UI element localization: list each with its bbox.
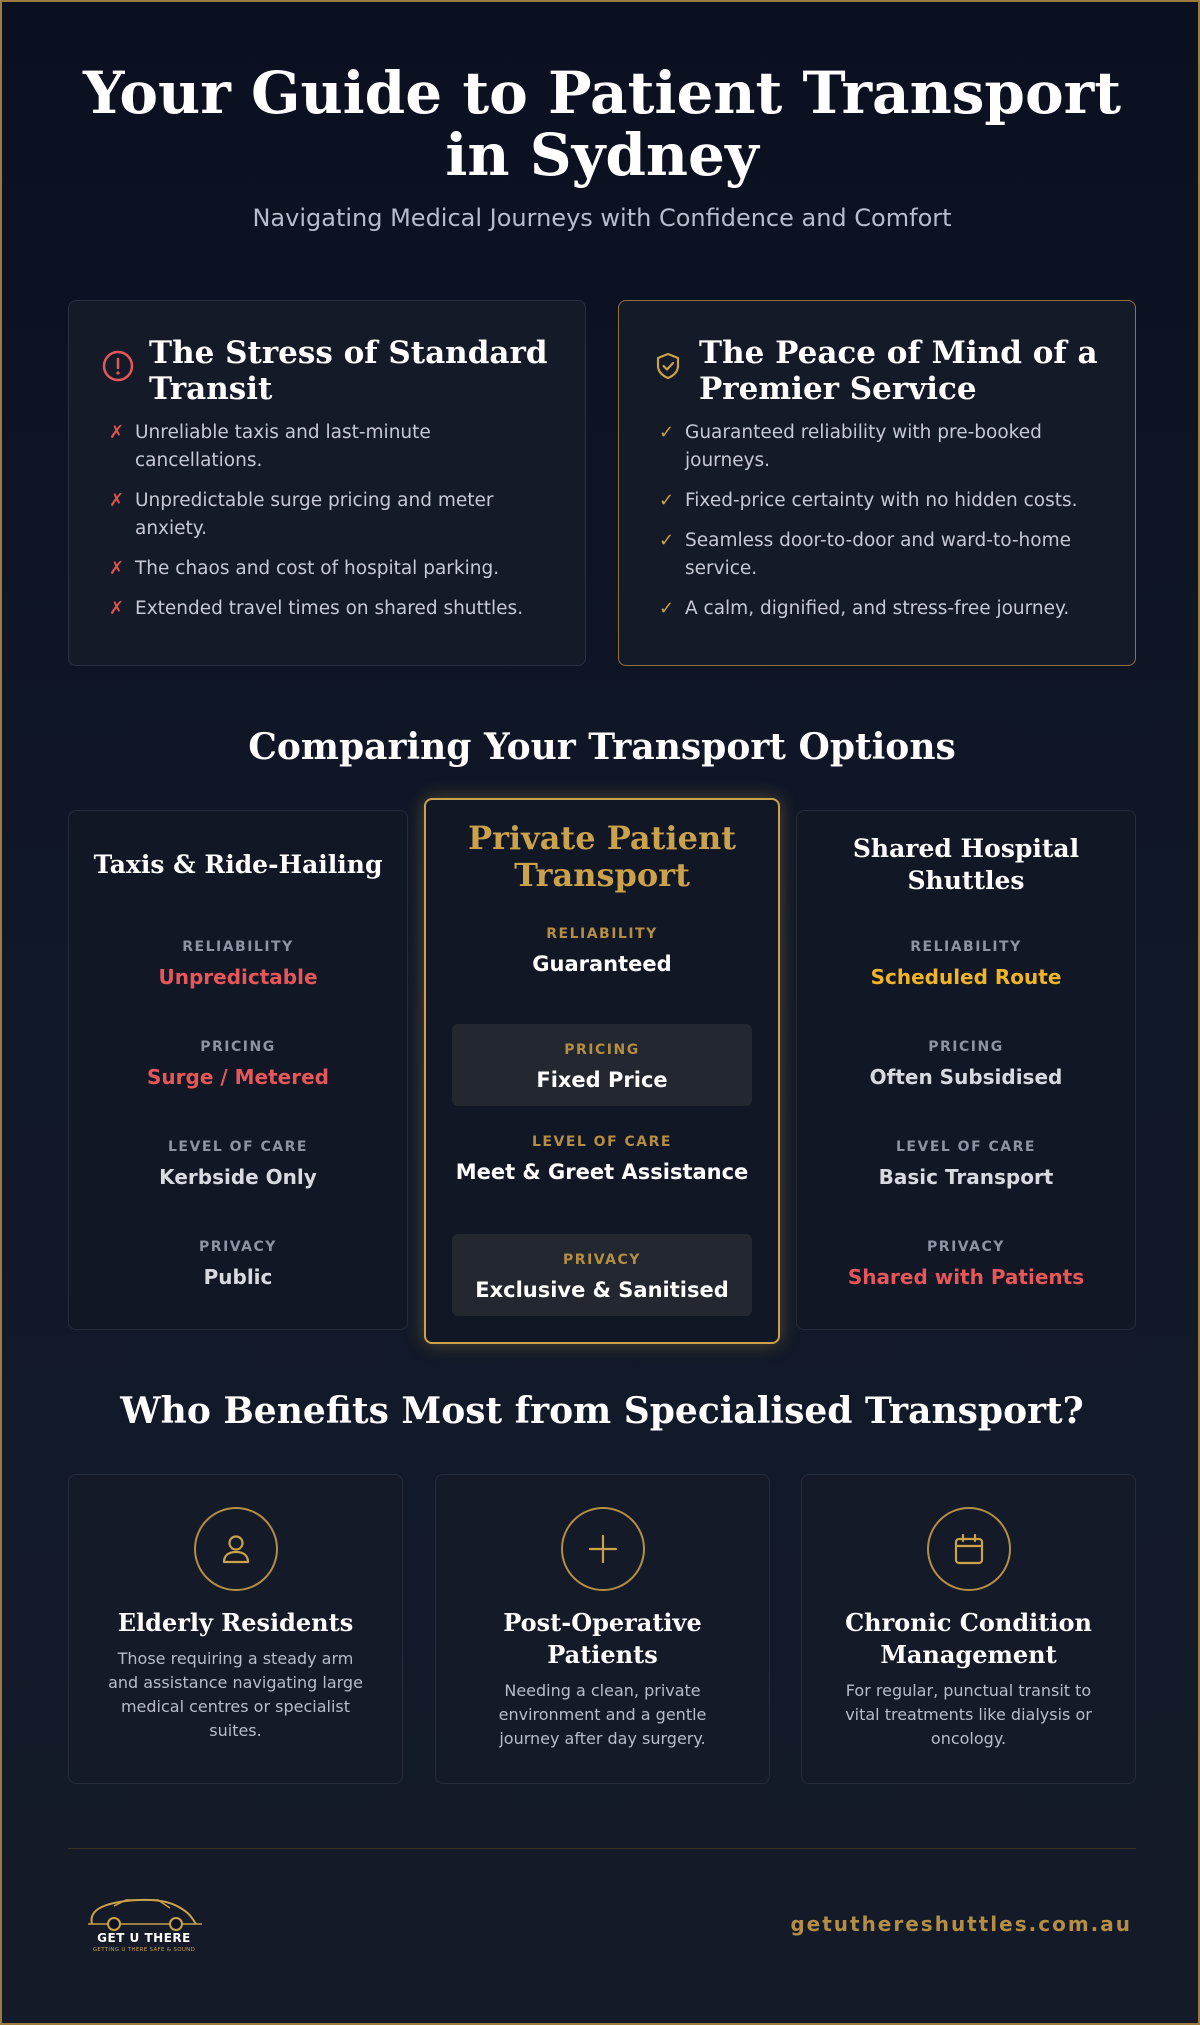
benefit-description: For regular, punctual transit to vital treatments like dialysis or oncology. [845,1681,1092,1748]
reliability-label: RELIABILITY [910,939,1022,955]
person-icon [216,1529,256,1569]
pricing-value: Fixed Price [536,1068,668,1092]
privacy-value: Exclusive & Sanitised [475,1278,729,1302]
logo-name: GET U THERE [97,1931,191,1945]
icon-circle [927,1507,1011,1591]
list-item: ✗ Extended travel times on shared shuttles. [109,595,555,623]
shuttles-reliability [823,921,1109,1003]
check-icon: ✓ [659,490,675,511]
reliability-value: Unpredictable [158,965,318,989]
list-item: ✓ Guaranteed reliability with pre-booked journeys. [659,419,1105,475]
reliability-label: RELIABILITY [546,926,658,942]
page-title: Your Guide to Patient Transport in Sydney [82,59,1122,189]
peace-list [659,419,1105,635]
cross-icon: ✗ [109,598,125,619]
cross-icon: ✗ [109,558,125,579]
taxis-title: Taxis & Ride-Hailing [93,850,383,879]
benefit-title: Elderly Residents [117,1608,354,1637]
list-item: ✗ Unpredictable surge pricing and meter anxiety. [109,487,555,543]
list-item: ✗ The chaos and cost of hospital parking. [109,555,555,583]
pricing-label: PRICING [200,1039,276,1055]
shuttles-privacy [823,1221,1109,1303]
benefit-card-elderly [68,1474,403,1784]
pricing-value: Often Subsidised [869,1065,1063,1089]
shuttles-care [823,1121,1109,1203]
taxis-pricing [95,1021,381,1103]
logo-tagline: GETTING U THERE SAFE & SOUND [92,1947,196,1953]
check-icon: ✓ [659,598,675,619]
stress-panel [68,300,586,666]
care-value: Basic Transport [878,1165,1054,1189]
check-icon: ✓ [659,530,675,551]
taxis-column [68,810,408,1330]
privacy-value: Shared with Patients [847,1265,1085,1289]
reliability-label: RELIABILITY [182,939,294,955]
icon-circle [561,1507,645,1591]
private-care [452,1116,752,1198]
private-title: Private Patient Transport [468,819,736,894]
private-column [424,798,780,1344]
comparison-title: Comparing Your Transport Options [248,726,956,768]
peace-panel [618,300,1136,666]
benefits-title: Who Benefits Most from Specialised Transport? [120,1390,1084,1432]
cross-icon: ✗ [109,422,125,443]
private-pricing [452,1024,752,1106]
list-item: ✓ Fixed-price certainty with no hidden costs. [659,487,1105,515]
stress-panel-title: The Stress of Standard Transit [149,335,548,407]
alert-circle-icon [101,349,135,383]
privacy-label: PRIVACY [199,1239,277,1255]
calendar-icon [949,1529,989,1569]
taxis-care [95,1121,381,1203]
benefit-card-post-operative [435,1474,770,1784]
peace-panel-title: The Peace of Mind of a Premier Service [699,335,1098,407]
privacy-label: PRIVACY [563,1252,641,1268]
benefit-description: Those requiring a steady arm and assistance navigating large medical centres or specialist suites. [108,1649,363,1740]
privacy-label: PRIVACY [927,1239,1005,1255]
care-value: Kerbside Only [159,1165,317,1189]
page-subtitle: Navigating Medical Journeys with Confidence and Comfort [252,204,952,232]
benefit-title: Post-Operative Patients [503,1608,702,1669]
pricing-label: PRICING [928,1039,1004,1055]
benefit-description: Needing a clean, private environment and a gentle journey after day surgery. [498,1681,707,1748]
private-reliability [452,908,752,990]
taxis-privacy [95,1221,381,1303]
benefit-card-chronic [801,1474,1136,1784]
reliability-value: Guaranteed [532,952,672,976]
check-icon: ✓ [659,422,675,443]
pricing-value: Surge / Metered [147,1065,329,1089]
care-label: LEVEL OF CARE [168,1139,308,1155]
list-item: ✗ Unreliable taxis and last-minute cancellations. [109,419,555,475]
shield-check-icon [651,349,685,383]
stress-list [109,419,555,635]
footer-divider [68,1848,1136,1849]
care-label: LEVEL OF CARE [532,1134,672,1150]
cross-icon: ✗ [109,490,125,511]
care-value: Meet & Greet Assistance [455,1160,749,1184]
care-label: LEVEL OF CARE [896,1139,1036,1155]
reliability-value: Scheduled Route [870,965,1062,989]
shuttles-pricing [823,1021,1109,1103]
icon-circle [194,1507,278,1591]
taxis-reliability [95,921,381,1003]
shuttles-column [796,810,1136,1330]
company-logo [74,1888,214,1958]
pricing-label: PRICING [564,1042,640,1058]
list-item: ✓ Seamless door-to-door and ward-to-home service. [659,527,1105,583]
privacy-value: Public [203,1265,273,1289]
list-item: ✓ A calm, dignified, and stress-free journey. [659,595,1105,623]
car-icon [74,1888,214,1932]
benefit-title: Chronic Condition Management [845,1608,1092,1669]
shuttles-title: Shared Hospital Shuttles [852,834,1080,895]
private-privacy [452,1234,752,1316]
website-link[interactable]: getuthereshuttles.com.au [790,1912,1132,1936]
plus-icon [583,1529,623,1569]
